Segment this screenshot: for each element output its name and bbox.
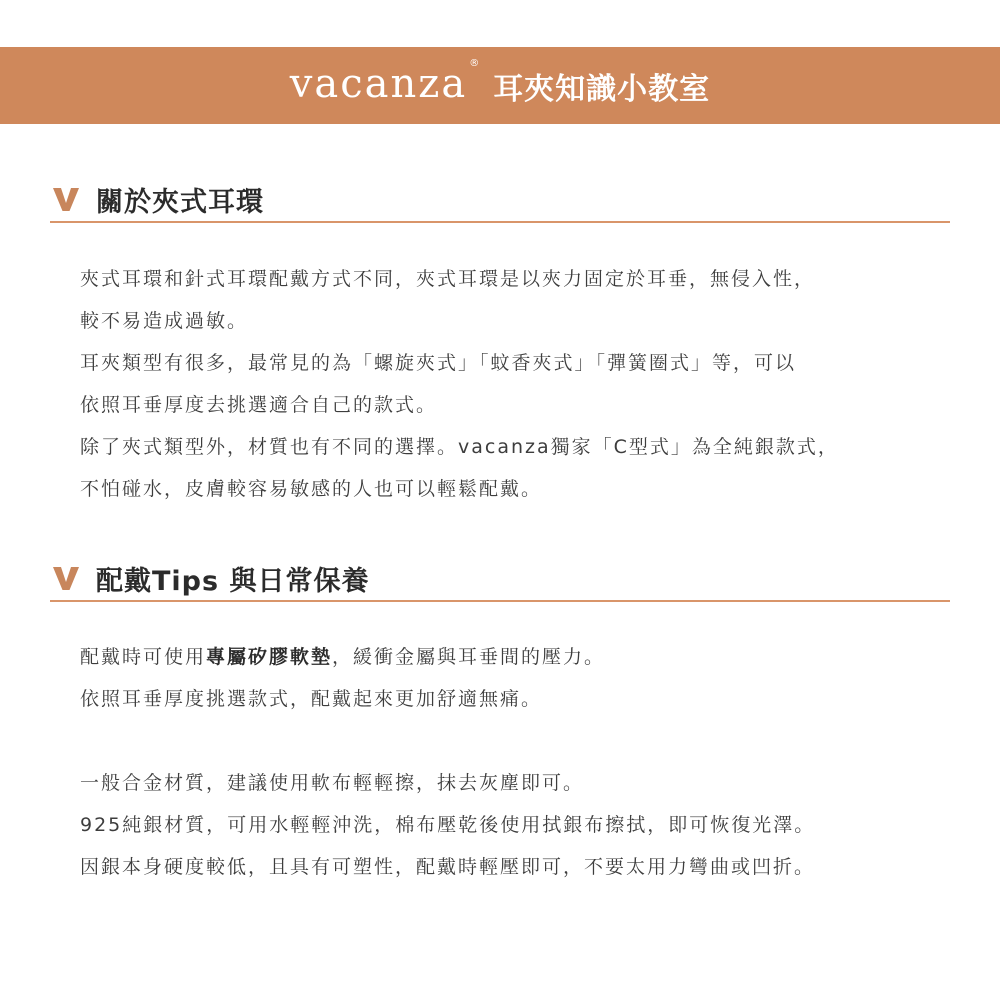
v-bullet-icon — [52, 186, 80, 212]
section-body-care — [80, 762, 960, 888]
tip-text: ，緩衝金屬與耳垂間的壓力。 — [332, 646, 606, 668]
care-line: 因銀本身硬度較低，且具有可塑性，配戴時輕壓即可，不要太用力彎曲或凹折。 — [80, 856, 816, 878]
care-line: 一般合金材質，建議使用軟布輕輕擦，抹去灰塵即可。 — [80, 772, 585, 794]
section-title: 關於夾式耳環 — [96, 186, 264, 218]
page-title: 耳夾知識小教室 — [493, 71, 711, 107]
section-heading-about — [50, 177, 950, 223]
care-line: 925純銀材質，可用水輕輕沖洗，棉布壓乾後使用拭銀布擦拭，即可恢復光澤。 — [80, 814, 816, 836]
brand-logo: vacanza — [289, 60, 468, 107]
header-banner — [0, 47, 1000, 124]
registered-mark: ® — [469, 58, 480, 69]
body-line: 耳夾類型有很多，最常見的為「螺旋夾式」「蚊香夾式」「彈簧圈式」等，可以 — [80, 352, 797, 374]
v-bullet-icon — [52, 565, 80, 591]
body-line: 依照耳垂厚度去挑選適合自己的款式。 — [80, 394, 438, 416]
tip-line — [80, 636, 960, 678]
body-line: 除了夾式類型外，材質也有不同的選擇。vacanza獨家「C型式」為全純銀款式， — [80, 436, 839, 458]
section-body-about — [80, 258, 960, 510]
body-line: 不怕碰水，皮膚較容易敏感的人也可以輕鬆配戴。 — [80, 478, 543, 500]
body-line: 較不易造成過敏。 — [80, 310, 249, 332]
tip-line: 依照耳垂厚度挑選款式，配戴起來更加舒適無痛。 — [80, 688, 543, 710]
section-heading-tips — [50, 556, 950, 602]
section-body-tips — [80, 636, 960, 720]
section-title: 配戴Tips 與日常保養 — [96, 565, 370, 597]
tip-text: 配戴時可使用 — [80, 646, 207, 668]
highlight-text: 專屬矽膠軟墊 — [206, 646, 333, 668]
body-line: 夾式耳環和針式耳環配戴方式不同，夾式耳環是以夾力固定於耳垂，無侵入性， — [80, 268, 816, 290]
